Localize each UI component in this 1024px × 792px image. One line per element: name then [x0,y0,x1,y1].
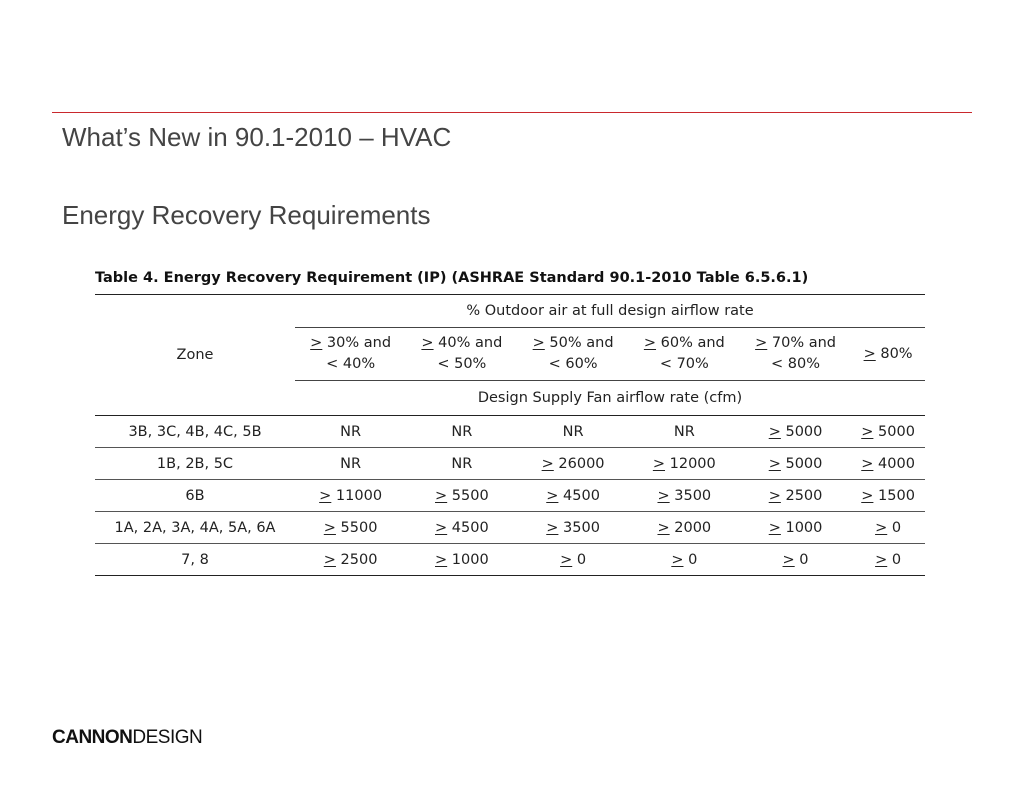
value-cell: > 0 [851,544,925,576]
value-cell: > 4000 [851,448,925,480]
bin-line-2: < 50% [437,356,487,372]
value-cell: > 0 [851,512,925,544]
bin-header-1 [406,328,517,381]
value-cell: NR [406,448,517,480]
bin-header-0 [295,328,406,381]
bin-line-2: < 80% [771,356,821,372]
value-cell: > 1000 [740,512,851,544]
value-cell: > 0 [740,544,851,576]
bin-line-1: > 30% and [310,335,392,351]
slide-title: What’s New in 90.1-2010 – HVAC [62,122,452,152]
zone-cell: 3B, 3C, 4B, 4C, 5B [95,416,295,448]
value-cell: NR [295,416,406,448]
value-cell: NR [517,416,628,448]
value-cell: > 3500 [629,480,740,512]
table-row [95,544,925,576]
energy-recovery-table [95,266,925,576]
value-cell: > 2500 [295,544,406,576]
value-cell: > 5500 [406,480,517,512]
bin-line-2: < 40% [326,356,376,372]
table-row [95,512,925,544]
table-row [95,416,925,448]
value-cell: NR [295,448,406,480]
table-row [95,480,925,512]
zone-cell: 1B, 2B, 5C [95,448,295,480]
value-cell: > 3500 [517,512,628,544]
table-caption: Table 4. Energy Recovery Requirement (IP) (ASHRAE Standard 90.1-2010 Table 6.5.6.1) [95,266,925,295]
bin-header-4 [740,328,851,381]
value-cell: > 5000 [740,448,851,480]
value-cell: > 1000 [406,544,517,576]
value-cell: > 11000 [295,480,406,512]
fan-airflow-header: Design Supply Fan airflow rate (cfm) [477,390,743,406]
bin-line-1: > 50% and [532,335,614,351]
bin-line-1: > 60% and [643,335,725,351]
value-cell: > 0 [629,544,740,576]
bin-header-5 [851,328,925,381]
outdoor-air-header: % Outdoor air at full design airflow rate [295,295,925,328]
zone-cell: 1A, 2A, 3A, 4A, 5A, 6A [95,512,295,544]
table-row [95,448,925,480]
zone-cell: 7, 8 [95,544,295,576]
value-cell: > 5000 [740,416,851,448]
value-cell: > 12000 [629,448,740,480]
value-cell: > 2500 [740,480,851,512]
value-cell: NR [629,416,740,448]
bin-line-1: > 40% and [421,335,503,351]
value-cell: > 0 [517,544,628,576]
requirements-table [95,295,925,576]
cannondesign-logo: CANNONDESIGN [52,727,203,748]
slide-subtitle: Energy Recovery Requirements [62,200,431,230]
value-cell: > 5500 [295,512,406,544]
bin-line-2: < 60% [548,356,598,372]
zone-header: Zone [176,347,214,363]
value-cell: > 5000 [851,416,925,448]
bin-line-2: < 70% [659,356,709,372]
value-cell: NR [406,416,517,448]
bin-header-2 [517,328,628,381]
zone-cell: 6B [95,480,295,512]
bin-line-1: > 70% and [755,335,836,351]
value-cell: > 4500 [517,480,628,512]
value-cell: > 1500 [851,480,925,512]
value-cell: > 26000 [517,448,628,480]
bin-header-3 [629,328,740,381]
value-cell: > 4500 [406,512,517,544]
value-cell: > 2000 [629,512,740,544]
bin-line-1: > 80% [863,345,913,362]
header-divider [52,112,972,113]
